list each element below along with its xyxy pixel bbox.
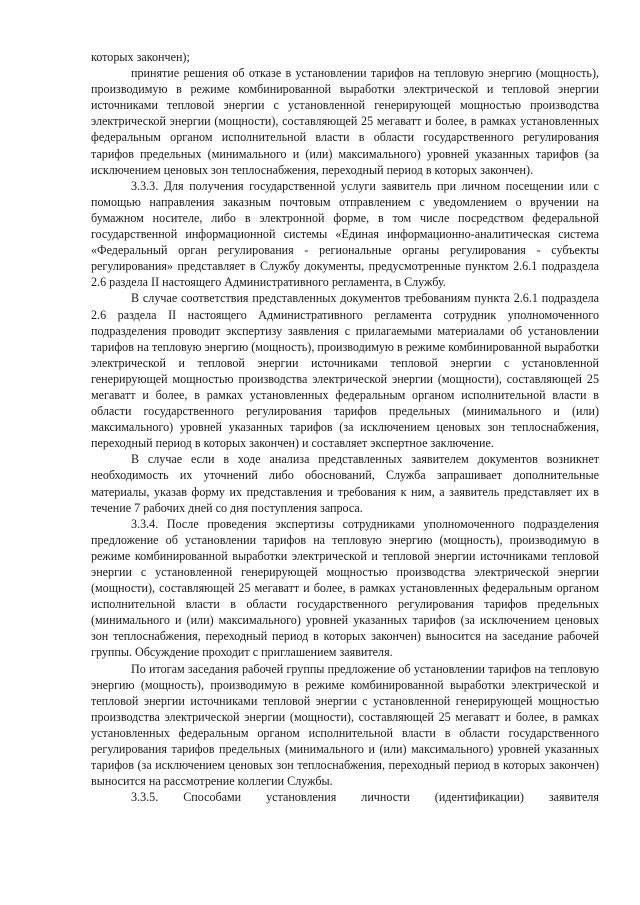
paragraph-clarification-case: В случае если в ходе анализа представленных заявителем документов возникнет необходимость их уточнений либо обоснований, Служба запрашивает дополнительные материалы, указав форму их представления и требования к ним, а заявитель представляет их в течение 7 рабочих дней со дня поступления запроса. bbox=[91, 452, 599, 515]
paragraph-3-3-3: 3.3.3. Для получения государственной услуги заявитель при личном посещении или с помощью направления заказным почтовым отправлением с уведомлением о вручении на бумажном носителе, либо в электронной форме, в том числе посредством федеральной государственной информационной системы «Единая информационно-аналитическая система «Федеральный орган регулирования - региональные органы регулирования - субъекты регулирования» представляет в Службу документы, предусмотренные пунктом 2.6.1 подраздела 2.6 раздела II настоящего Административного регламента, в Службу. bbox=[91, 178, 599, 290]
paragraph-3-3-5: 3.3.5. Способами установления личности (идентификации) заявителя bbox=[131, 790, 599, 805]
paragraph-continuation: которых закончен); bbox=[91, 50, 190, 64]
paragraph-working-group-result: По итогам заседания рабочей группы предложение об установлении тарифов на тепловую энергию (мощность), производимую в режиме комбинированной выработки электрической и тепловой энергии источниками тепловой энергии с установленной генерирующей мощностью производства электрической энергии (мощности), составляющей 25 мегаватт и более, в рамках установленных федеральным органом исполнительной власти в области государственного регулирования тарифов предельных (минимального и (или) максимального) уровней указанных тарифов (за исключением ценовых зон теплоснабжения, переходный период в которых закончен) выносится на рассмотрение коллегии Службы. bbox=[91, 661, 599, 789]
paragraph-refusal-decision: принятие решения об отказе в установлении тарифов на тепловую энергию (мощность), производимую в режиме комбинированной выработки электрической и тепловой энергии источниками тепловой энергии с установленной генерирующей мощностью производства электрической энергии (мощности), составляющей 25 мегаватт и более, в рамках установленных федеральным органом исполнительной власти в области государственного регулирования тарифов предельных (минимального и (или) максимального) уровней указанных тарифов (за исключением ценовых зон теплоснабжения, переходный период в которых закончен). bbox=[91, 66, 599, 177]
document-body bbox=[91, 49, 599, 805]
paragraph-compliance-case: В случае соответствия представленных документов требованиям пункта 2.6.1 подраздела 2.6 раздела II настоящего Административного регламента сотрудник уполномоченного подразделения проводит экспертизу заявления с прилагаемыми материалами об установлении тарифов на тепловую энергию (мощность), производимую в режиме комбинированной выработки электрической и тепловой энергии источниками тепловой энергии с установленной генерирующей мощностью производства электрической энергии (мощности), составляющей 25 мегаватт и более, в рамках установленных федеральным органом исполнительной власти в области государственного регулирования тарифов предельных (минимального и (или) максимального) уровней указанных тарифов (за исключением ценовых зон теплоснабжения, переходный период в которых закончен) и составляет экспертное заключение. bbox=[91, 291, 599, 451]
paragraph-3-3-4: 3.3.4. После проведения экспертизы сотрудниками уполномоченного подразделения предложение об установлении тарифов на тепловую энергию (мощность), производимую в режиме комбинированной выработки электрической и тепловой энергии источниками тепловой энергии с установленной генерирующей мощностью производства электрической энергии (мощности), составляющей 25 мегаватт и более, в рамках установленных федеральным органом исполнительной власти в области государственного регулирования тарифов предельных (минимального и (или) максимального) уровней указанных тарифов (за исключением ценовых зон теплоснабжения, переходный период в которых закончен) выносится на заседание рабочей группы. Обсуждение проходит с приглашением заявителя. bbox=[91, 516, 599, 660]
